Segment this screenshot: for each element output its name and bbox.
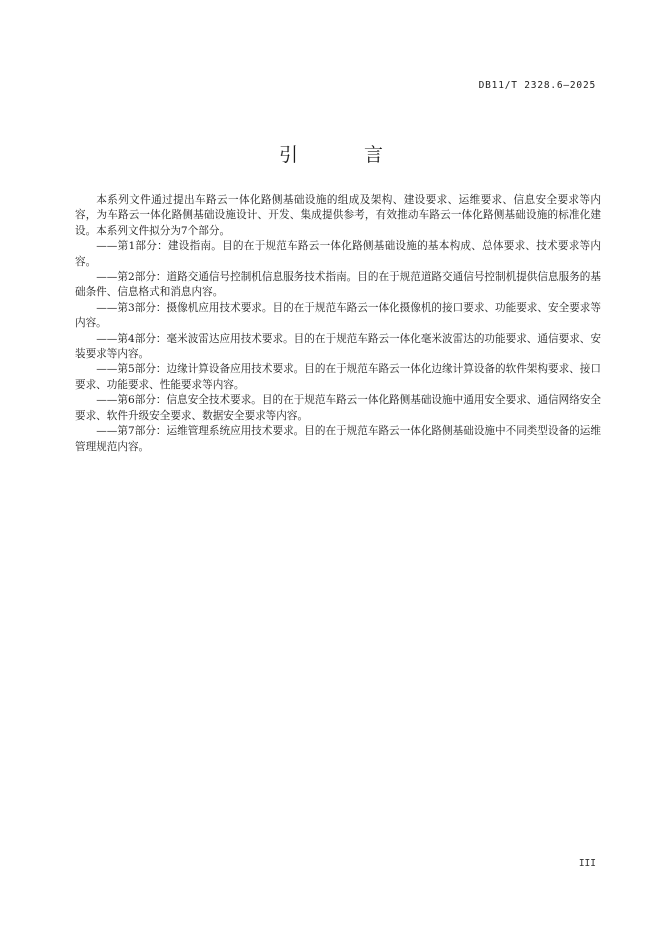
part-2-paragraph: ——第2部分：道路交通信号控制机信息服务技术指南。目的在于规范道路交通信号控制机提供信息服务的基础条件、信息格式和消息内容。 [75, 271, 601, 299]
part-4-paragraph: ——第4部分：毫米波雷达应用技术要求。目的在于规范车路云一体化毫米波雷达的功能要求、通信要求、安装要求等内容。 [75, 332, 601, 361]
part-6-paragraph: ——第6部分：信息安全技术要求。目的在于规范车路云一体化路侧基础设施中通用安全要求、通信网络安全要求、软件升级安全要求、数据安全要求等内容。 [75, 394, 601, 422]
page-number: III [578, 858, 596, 869]
part-3-paragraph: ——第3部分：摄像机应用技术要求。目的在于规范车路云一体化摄像机的接口要求、功能要求、安全要求等内容。 [75, 301, 601, 330]
part-7-paragraph: ——第7部分：运维管理系统应用技术要求。目的在于规范车路云一体化路侧基础设施中不同类型设备的运维管理规范内容。 [75, 425, 601, 453]
intro-paragraph: 本系列文件通过提出车路云一体化路侧基础设施的组成及架构、建设要求、运维要求、信息安全要求等内容，为车路云一体化路侧基础设施设计、开发、集成提供参考，有效推动车路云一体化路侧基础设施的标准化建设。本系列文件拟分为7个部分。 [75, 194, 601, 237]
body-text [75, 193, 601, 455]
part-5-paragraph: ——第5部分：边缘计算设备应用技术要求。目的在于规范车路云一体化边缘计算设备的软件架构要求、接口要求、功能要求、性能要求等内容。 [75, 363, 601, 391]
document-id: DB11/T 2328.6—2025 [478, 80, 596, 91]
part-1-paragraph: ——第1部分：建设指南。目的在于规范车路云一体化路侧基础设施的基本构成、总体要求、技术要求等内容。 [75, 240, 601, 268]
page-title: 引 言 [278, 144, 414, 166]
